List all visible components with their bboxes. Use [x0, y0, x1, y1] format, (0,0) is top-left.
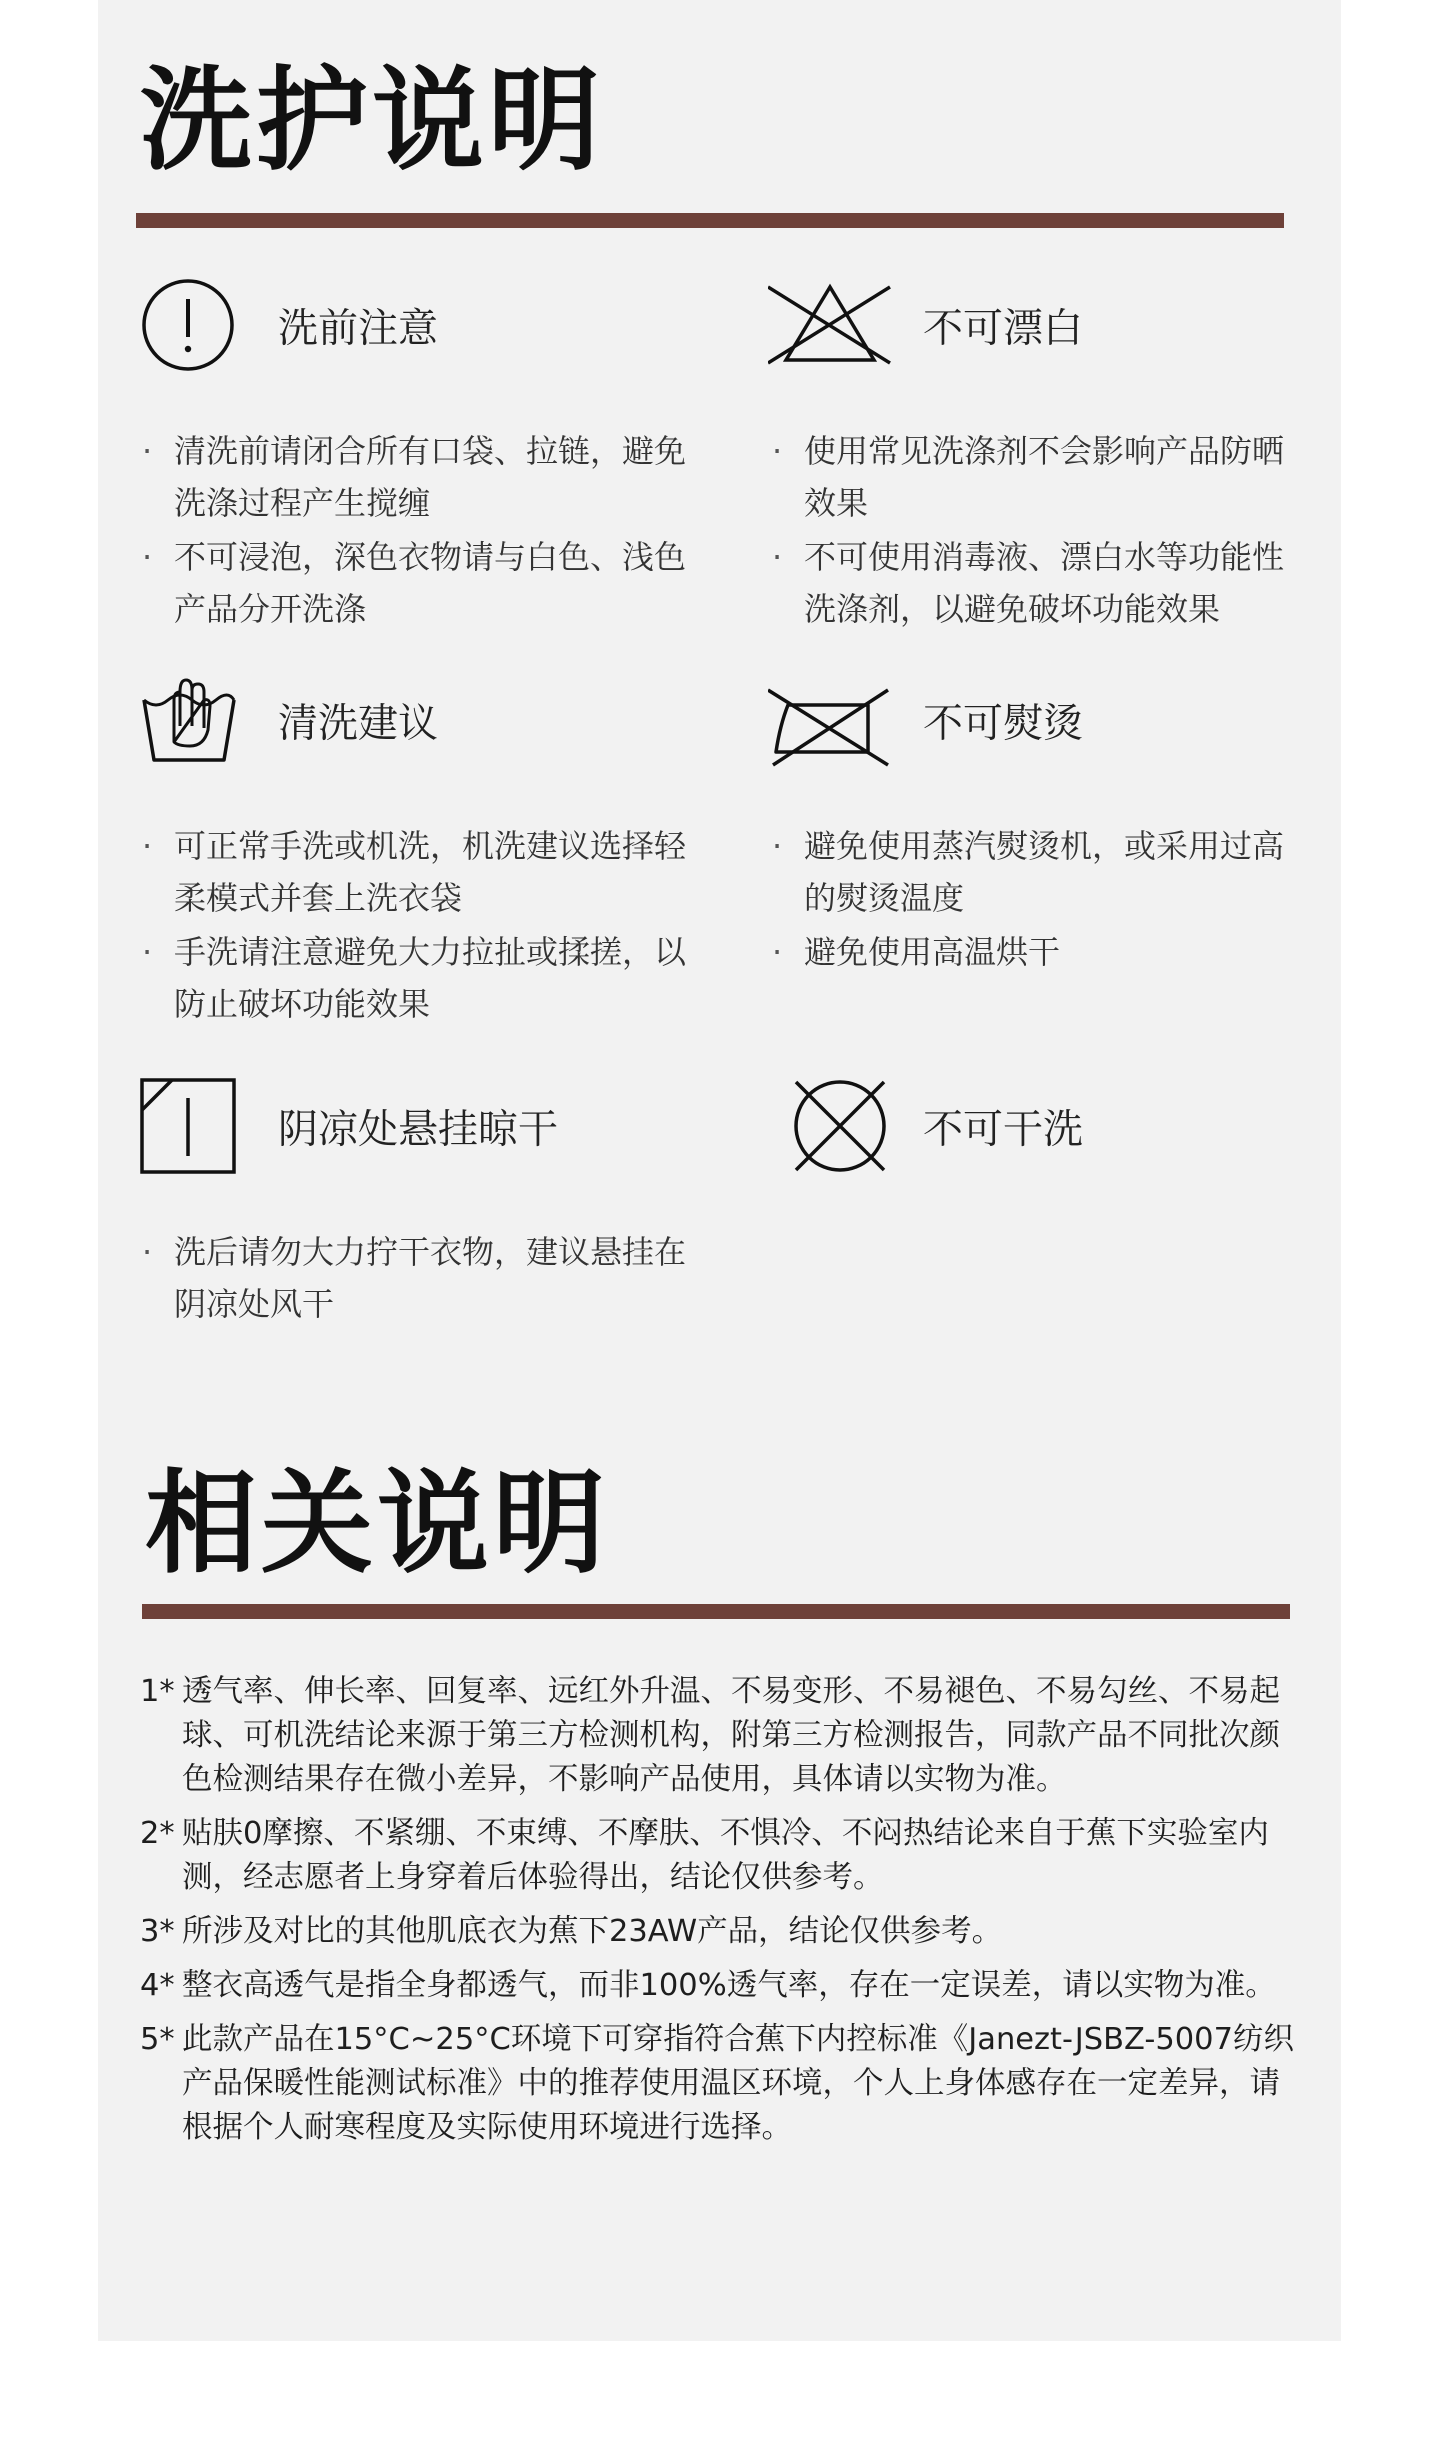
care-item-points — [138, 820, 698, 1032]
care-item-title: 不可熨烫 — [923, 700, 1083, 747]
care-item-no-dry-clean — [790, 1076, 1350, 1176]
care-point: · 洗后请勿大力拧干衣物，建议悬挂在阴凉处风干 — [138, 1226, 698, 1330]
note-text: 整衣高透气是指全身都透气，而非100%透气率，存在一定误差，请以实物为准。 — [182, 1968, 1276, 2003]
note-text: 贴肤0摩擦、不紧绷、不束缚、不摩肤、不惧冷、不闷热结论来自于蕉下实验室内测，经志愿者上身穿着后体验得出，结论仅供参考。 — [182, 1816, 1269, 1895]
note-number: 4* — [140, 1968, 175, 2003]
note-text: 透气率、伸长率、回复率、远红外升温、不易变形、不易褪色、不易勾丝、不易起球、可机洗结论来源于第三方检测机构，附第三方检测报告，同款产品不同批次颜色检测结果存在微小差异，不影响产品使用，具体请以实物为准。 — [182, 1674, 1280, 1797]
care-point: · 可正常手洗或机洗，机洗建议选择轻柔模式并套上洗衣袋 — [138, 820, 698, 924]
care-point: · 手洗请注意避免大力拉扯或揉搓，以防止破坏功能效果 — [138, 926, 698, 1030]
note-number: 5* — [140, 2022, 175, 2057]
note-item — [140, 1910, 1300, 1954]
notes-title-rule — [142, 1604, 1290, 1619]
note-item — [140, 2018, 1300, 2150]
hand-wash-icon — [138, 670, 238, 770]
care-point: · 使用常见洗涤剂不会影响产品防晒效果 — [768, 425, 1308, 529]
care-item-before-wash — [138, 275, 698, 628]
note-item — [140, 1964, 1300, 2008]
care-item-title: 不可漂白 — [923, 305, 1083, 352]
care-item-points — [768, 425, 1308, 637]
care-point: · 避免使用高温烘干 — [768, 926, 1308, 978]
care-item-title: 清洗建议 — [278, 700, 438, 747]
notes-list — [140, 1670, 1300, 2160]
care-item-no-iron — [768, 670, 1328, 971]
care-point: · 不可浸泡，深色衣物请与白色、浅色产品分开洗涤 — [138, 531, 698, 635]
care-item-title: 不可干洗 — [923, 1106, 1083, 1153]
note-number: 1* — [140, 1674, 175, 1709]
care-section-title: 洗护说明 — [140, 56, 604, 186]
note-item — [140, 1670, 1300, 1802]
care-point: · 避免使用蒸汽熨烫机，或采用过高的熨烫温度 — [768, 820, 1308, 924]
note-text: 此款产品在15°C~25°C环境下可穿指符合蕉下内控标准《Janezt-JSBZ-5007纺织产品保暖性能测试标准》中的推荐使用温区环境，个人上身体感存在一定差异，请根据个人耐寒程度及实际使用环境进行选择。 — [182, 2022, 1294, 2145]
care-item-points — [138, 1226, 698, 1332]
no-bleach-icon — [768, 275, 893, 375]
care-item-title: 阴凉处悬挂晾干 — [278, 1106, 558, 1153]
care-item-wash-advice — [138, 670, 698, 1023]
shade-dry-icon — [138, 1076, 238, 1176]
care-item-title: 洗前注意 — [278, 305, 438, 352]
notes-section-title: 相关说明 — [145, 1459, 609, 1589]
care-item-points — [138, 425, 698, 637]
care-item-points — [768, 820, 1308, 980]
care-point: · 清洗前请闭合所有口袋、拉链，避免洗涤过程产生搅缠 — [138, 425, 698, 529]
care-point: · 不可使用消毒液、漂白水等功能性洗涤剂，以避免破坏功能效果 — [768, 531, 1308, 635]
care-title-rule — [136, 213, 1284, 228]
no-iron-icon — [768, 670, 893, 770]
caution-icon — [138, 275, 238, 375]
care-item-shade-dry — [138, 1076, 698, 1323]
no-dry-clean-icon — [790, 1076, 890, 1176]
note-number: 2* — [140, 1816, 175, 1851]
care-item-no-bleach — [768, 275, 1328, 628]
note-text: 所涉及对比的其他肌底衣为蕉下23AW产品，结论仅供参考。 — [182, 1914, 1003, 1949]
note-number: 3* — [140, 1914, 175, 1949]
note-item — [140, 1812, 1300, 1900]
